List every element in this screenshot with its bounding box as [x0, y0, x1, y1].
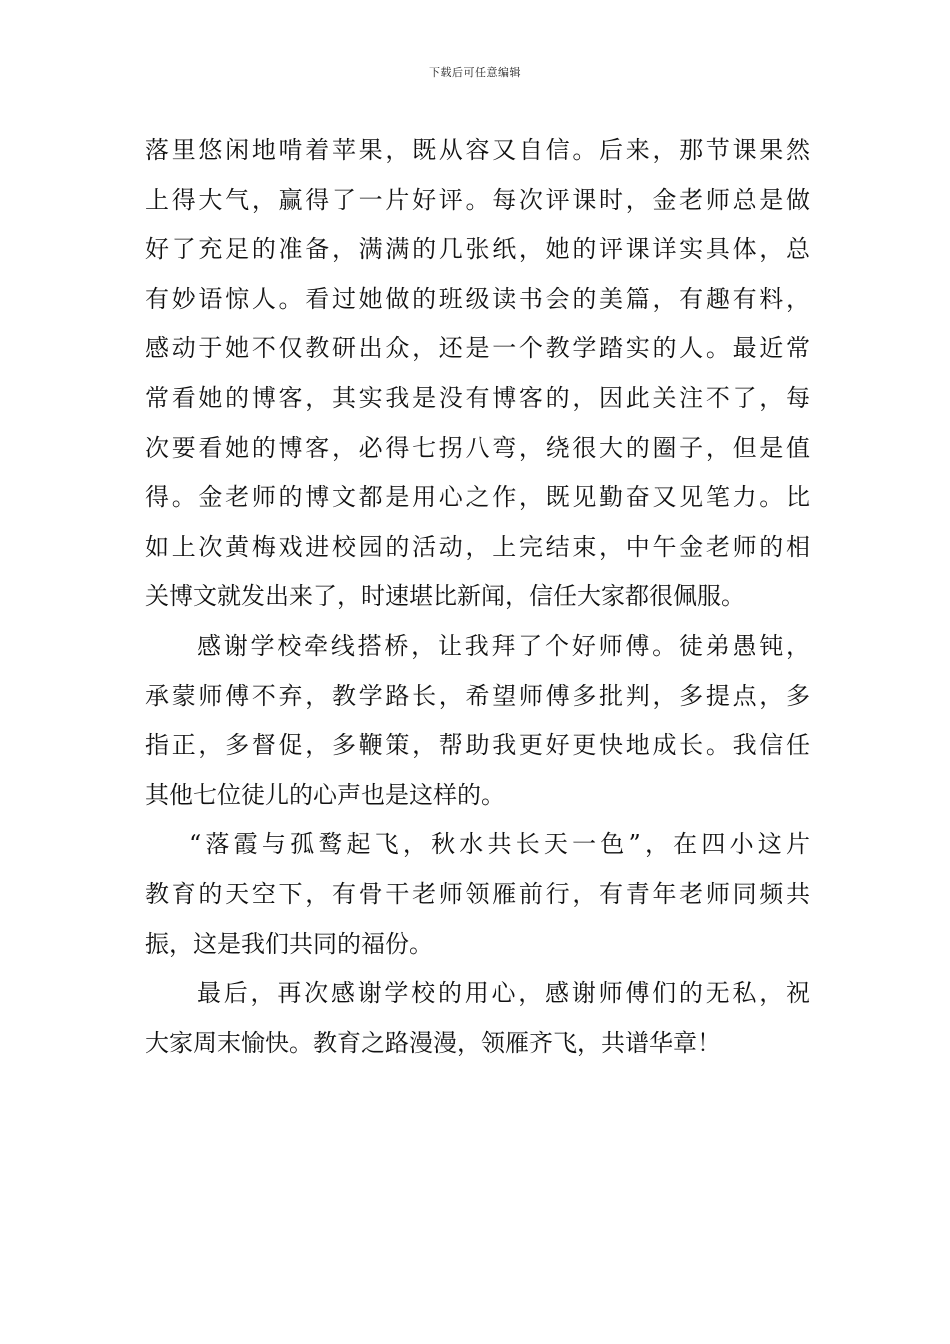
text-line: 常看她的博客，其实我是没有博客的，因此关注不了，每: [145, 383, 810, 412]
text-line: 其他七位徒儿的心声也是这样的。: [145, 780, 505, 809]
document-body: [145, 126, 810, 1068]
paragraph-2: [145, 622, 810, 820]
text-line: 次要看她的博客，必得七拐八弯，绕很大的圈子，但是值: [145, 433, 810, 462]
text-line: 感谢学校牵线搭桥，让我拜了个好师傅。徒弟愚钝，: [197, 631, 810, 660]
text-line: 如上次黄梅戏进校园的活动，上完结束，中午金老师的相: [145, 532, 810, 561]
text-line: 上得大气，赢得了一片好评。每次评课时，金老师总是做: [145, 185, 810, 214]
text-line: 有妙语惊人。看过她做的班级读书会的美篇，有趣有料，: [145, 284, 810, 313]
text-line: 落里悠闲地啃着苹果，既从容又自信。后来，那节课果然: [145, 136, 810, 164]
text-line: “落霞与孤鹜起飞，秋水共长天一色”，在四小这片: [189, 830, 810, 859]
text-line: 承蒙师傅不弃，教学路长，希望师傅多批判，多提点，多: [145, 681, 810, 710]
text-line: 教育的天空下，有骨干老师领雁前行，有青年老师同频共: [145, 879, 810, 908]
text-line: 关博文就发出来了，时速堪比新闻，信任大家都很佩服。: [145, 582, 745, 611]
paragraph-4: [145, 969, 810, 1068]
text-line: 感动于她不仅教研出众，还是一个教学踏实的人。最近常: [145, 334, 810, 363]
text-line: 指正，多督促，多鞭策，帮助我更好更快地成长。我信任: [145, 731, 810, 760]
text-line: 大家周末愉快。教育之路漫漫，领雁齐飞，共谱华章！: [145, 1028, 721, 1057]
paragraph-1: [145, 126, 810, 622]
text-line: 好了充足的准备，满满的几张纸，她的评课详实具体，总: [145, 235, 810, 264]
text-line: 最后，再次感谢学校的用心，感谢师傅们的无私，祝: [197, 979, 810, 1008]
paragraph-3: [145, 820, 810, 969]
page-header: 下载后可任意编辑: [429, 66, 521, 79]
text-line: 振，这是我们共同的福份。: [145, 929, 433, 958]
text-line: 得。金老师的博文都是用心之作，既见勤奋又见笔力。比: [145, 483, 810, 512]
